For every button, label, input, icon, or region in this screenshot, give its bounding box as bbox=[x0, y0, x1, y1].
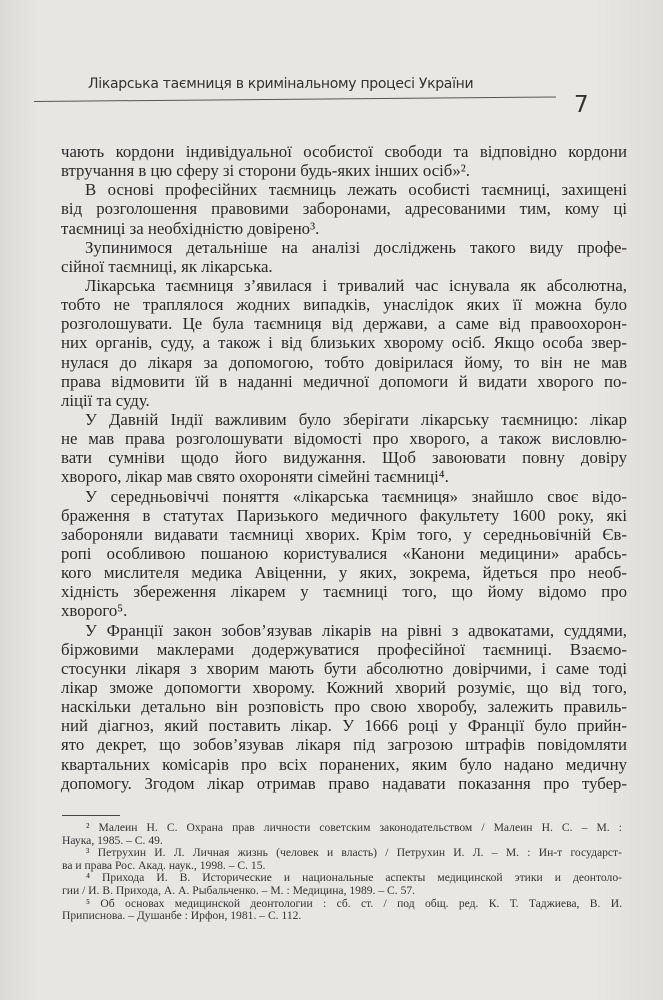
paragraph bbox=[61, 276, 627, 410]
paragraph bbox=[61, 410, 627, 487]
footnote bbox=[62, 898, 622, 923]
footnote-line: ⁵ Об основах медицинской деонтологии : сб. ст. / под общ. ред. К. Т. Таджиева, В. И. bbox=[86, 896, 622, 910]
footnote-separator bbox=[62, 815, 120, 816]
text-line: нулася до лікаря за допомогою, тобто довірилася йому, то він не мав bbox=[61, 352, 627, 372]
text-line: хворого, лікар мав свято охороняти сімейні таємниці⁴. bbox=[61, 467, 449, 487]
paragraph bbox=[61, 621, 627, 793]
paragraph bbox=[61, 487, 627, 621]
footnote-line: гии / И. В. Прихода, А. А. Рыбальченко. – М. : Медицина, 1989. – С. 57. bbox=[62, 883, 416, 897]
text-line: ний діагноз, який поставить лікар. У 1666 році у Франції було прийн- bbox=[61, 716, 627, 736]
page-number: 7 bbox=[574, 92, 589, 118]
text-line: кого мислителя медика Авіценни, у яких, зокрема, йдеться про необ- bbox=[61, 563, 627, 583]
text-line: ліції та суду. bbox=[61, 390, 150, 410]
text-line: вати сумніви щодо його видужання. Щоб завоювати повну довіру bbox=[61, 448, 627, 468]
paragraph bbox=[61, 238, 627, 276]
footnote bbox=[62, 822, 622, 847]
text-line: тобто не траплялося жодних випадків, унаслідок яких її можна було bbox=[61, 295, 627, 315]
text-line: розголошувати. Це була таємниця від держави, а саме від правоохорон- bbox=[61, 314, 627, 334]
text-line: У Франції закон зобов’язував лікарів на рівні з адвокатами, суддями, bbox=[85, 620, 627, 640]
text-line: хворого⁵. bbox=[61, 601, 128, 621]
text-line: Лікарська таємниця з’явилася і тривалий час існувала як абсолютна, bbox=[85, 275, 627, 295]
text-line: біржовими маклерами додержуватися професійної таємниці. Взаємо- bbox=[61, 639, 627, 659]
footnotes bbox=[62, 822, 622, 923]
body-text bbox=[61, 142, 627, 793]
footnote bbox=[62, 847, 622, 872]
text-line: ропі особливою пошаною користувалися «Канони медицини» арабсь- bbox=[61, 543, 627, 563]
text-line: сійної таємниці, як лікарська. bbox=[61, 256, 273, 276]
text-line: втручання в цю сферу зі сторони будь-яких інших осіб»². bbox=[61, 161, 470, 181]
text-line: стосунки лікаря з хворим мають бути абсолютно довірчими, і саме тоді bbox=[61, 658, 627, 678]
text-line: допомогу. Згодом лікар отримав право надавати показання про тубер- bbox=[61, 773, 627, 793]
text-line: не мав права розголошувати відомості про хворого, а також висловлю- bbox=[61, 429, 627, 449]
text-line: У Давній Індії важливим було зберігати лікарську таємницю: лікар bbox=[85, 409, 627, 429]
footnote-line: ³ Петрухин И. Л. Личная жизнь (человек и власть) / Петрухин И. Л. – М. : Ин-т государст- bbox=[86, 846, 622, 860]
footnote-line: ва и права Рос. Акад. наук., 1998. – С. 15. bbox=[62, 858, 266, 872]
text-line: квартальних комісарів про всіх поранених, яким було надано медичну bbox=[61, 754, 627, 774]
text-line: забороняли видавати таємниці хворих. Крім того, у середньовічній Єв- bbox=[61, 524, 627, 544]
text-line: від розголошення правовими заборонами, адресованими тим, кому ці bbox=[61, 199, 627, 219]
footnote-line: Наука, 1985. – С. 49. bbox=[62, 833, 163, 847]
footnote bbox=[62, 872, 622, 897]
running-header: Лікарська таємниця в кримінальному процесі України bbox=[88, 76, 474, 92]
text-line: В основі професійних таємниць лежать особисті таємниці, захищені bbox=[85, 180, 627, 200]
text-line: них органів, суду, а також і від близьких хворому осіб. Якщо особа звер- bbox=[61, 333, 627, 353]
footnote-line: ⁴ Прихода И. В. Исторические и национальные аспекты медицинской этики и деонтоло- bbox=[86, 871, 622, 885]
paragraph bbox=[61, 180, 627, 237]
text-line: У середньовіччі поняття «лікарська таємниця» знайшло своє відо- bbox=[85, 486, 627, 506]
text-line: права відмовити їй в наданні медичної допомоги й видати хворого по- bbox=[61, 371, 627, 391]
text-line: чають кордони індивідуальної особистої свободи та відповідно кордони bbox=[61, 142, 627, 161]
text-line: ято декрет, що зобов’язував лікаря під загрозою штрафів повідомляти bbox=[61, 735, 627, 755]
footnote-line: ² Малеин Н. С. Охрана прав личности советским законодательством / Малеин Н. С. – М. : bbox=[86, 821, 622, 834]
text-line: браження в статутах Паризького медичного факультету 1600 року, які bbox=[61, 505, 627, 525]
text-line: лікар зможе допомогти хворому. Кожний хворий розуміє, що від того, bbox=[61, 677, 627, 697]
text-line: наскільки детально він розповість про свою хворобу, залежить правиль- bbox=[61, 697, 627, 717]
paragraph bbox=[61, 142, 627, 180]
text-line: таємниці за необхідністю довірено³. bbox=[61, 218, 320, 238]
footnote-line: Приписнова. – Душанбе : Ирфон, 1981. – С. 112. bbox=[62, 909, 302, 923]
text-line: Зупинимося детальніше на аналізі досліджень такого виду профе- bbox=[85, 237, 627, 257]
text-line: хідність збереження лікарем у таємниці того, що йому відомо про bbox=[61, 582, 627, 602]
